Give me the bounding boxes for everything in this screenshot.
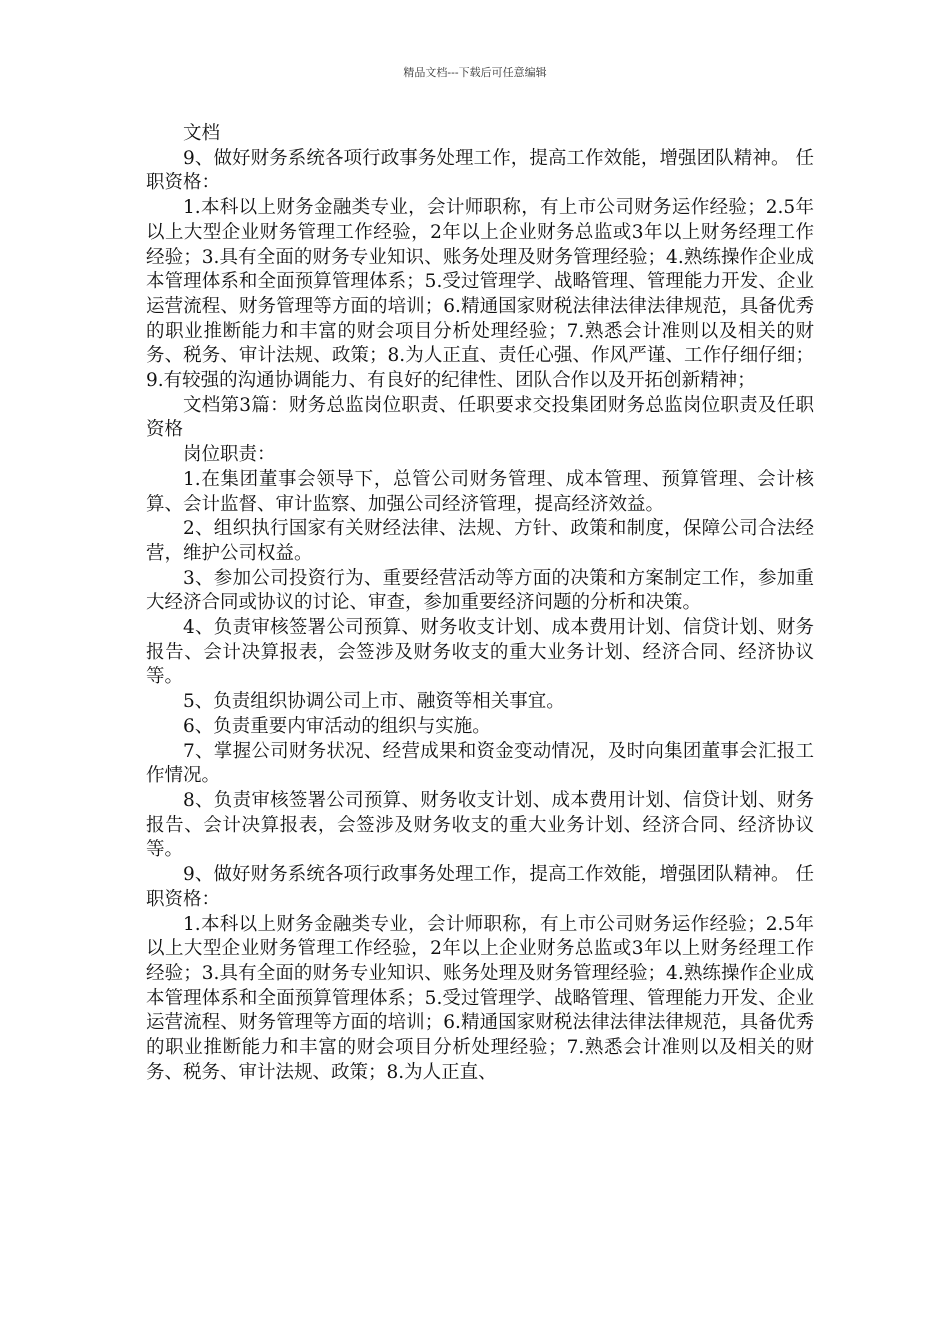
paragraph: 9、做好财务系统各项行政事务处理工作，提高工作效能，增强团队精神。 任职资格： (146, 147, 814, 194)
page-header: 精品文档---下载后可任意编辑 (403, 66, 547, 79)
paragraph: 4、负责审核签署公司预算、财务收支计划、成本费用计划、信贷计划、财务报告、会计决算报表，会签涉及财务收支的重大业务计划、经济合同、经济协议等。 (146, 617, 814, 688)
paragraph: 7、掌握公司财务状况、经营成果和资金变动情况，及时向集团董事会汇报工作情况。 (146, 740, 814, 787)
paragraph: 8、负责审核签署公司预算、财务收支计划、成本费用计划、信贷计划、财务报告、会计决算报表，会签涉及财务收支的重大业务计划、经济合同、经济协议等。 (146, 789, 814, 861)
paragraph: 5、负责组织协调公司上市、融资等相关事宜。 (183, 691, 565, 713)
section-subtitle: 岗位职责： (183, 444, 276, 466)
section-title: 文档第3篇：财务总监岗位职责、任职要求交投集团财务总监岗位职责及任职资格 (146, 394, 814, 441)
paragraph: 1.本科以上财务金融类专业，会计师职称，有上市公司财务运作经验；2.5年以上大型企业财务管理工作经验，2年以上企业财务总监或3年以上财务经理工作经验；3.具有全面的财务专业知识、账务处理及财务管理经验；4.熟练操作企业成本管理体系和全面预算管理体系；5.受过管理学、战略管理、管理能力开发、企业运营流程、财务管理等方面的培训；6.精通国家财税法律法律法律规范，具备优秀的职业推断能力和丰富的财会项目分析处理经验；7.熟悉会计准则以及相关的财务、税务、审计法规、政策；8.为人正直、 (146, 913, 814, 1083)
paragraph: 6、负责重要内审活动的组织与实施。 (183, 715, 491, 737)
paragraph: 1.在集团董事会领导下，总管公司财务管理、成本管理、预算管理、会计核算、会计监督、审计监察、加强公司经济管理，提高经济效益。 (146, 468, 814, 515)
paragraph: 2、组织执行国家有关财经法律、法规、方针、政策和制度，保障公司合法经营，维护公司权益。 (146, 518, 814, 564)
paragraph: 文档 (183, 123, 221, 144)
paragraph: 3、参加公司投资行为、重要经营活动等方面的决策和方案制定工作，参加重大经济合同或协议的讨论、审查，参加重要经济问题的分析和决策。 (146, 567, 814, 614)
paragraph: 1.本科以上财务金融类专业，会计师职称，有上市公司财务运作经验；2.5年以上大型企业财务管理工作经验，2年以上企业财务总监或3年以上财务经理工作经验；3.具有全面的财务专业知识、账务处理及财务管理经验；4.熟练操作企业成本管理体系和全面预算管理体系；5.受过管理学、战略管理、管理能力开发、企业运营流程、财务管理等方面的培训；6.精通国家财税法律法律法律规范，具备优秀的职业推断能力和丰富的财会项目分析处理经验；7.熟悉会计准则以及相关的财务、税务、审计法规、政策；8.为人正直、责任心强、作风严谨、工作仔细仔细；9.有较强的沟通协调能力、有良好的纪律性、团队合作以及开拓创新精神； (146, 197, 814, 392)
paragraph: 9、做好财务系统各项行政事务处理工作，提高工作效能，增强团队精神。 任职资格： (146, 864, 814, 910)
document-body (146, 122, 814, 1085)
